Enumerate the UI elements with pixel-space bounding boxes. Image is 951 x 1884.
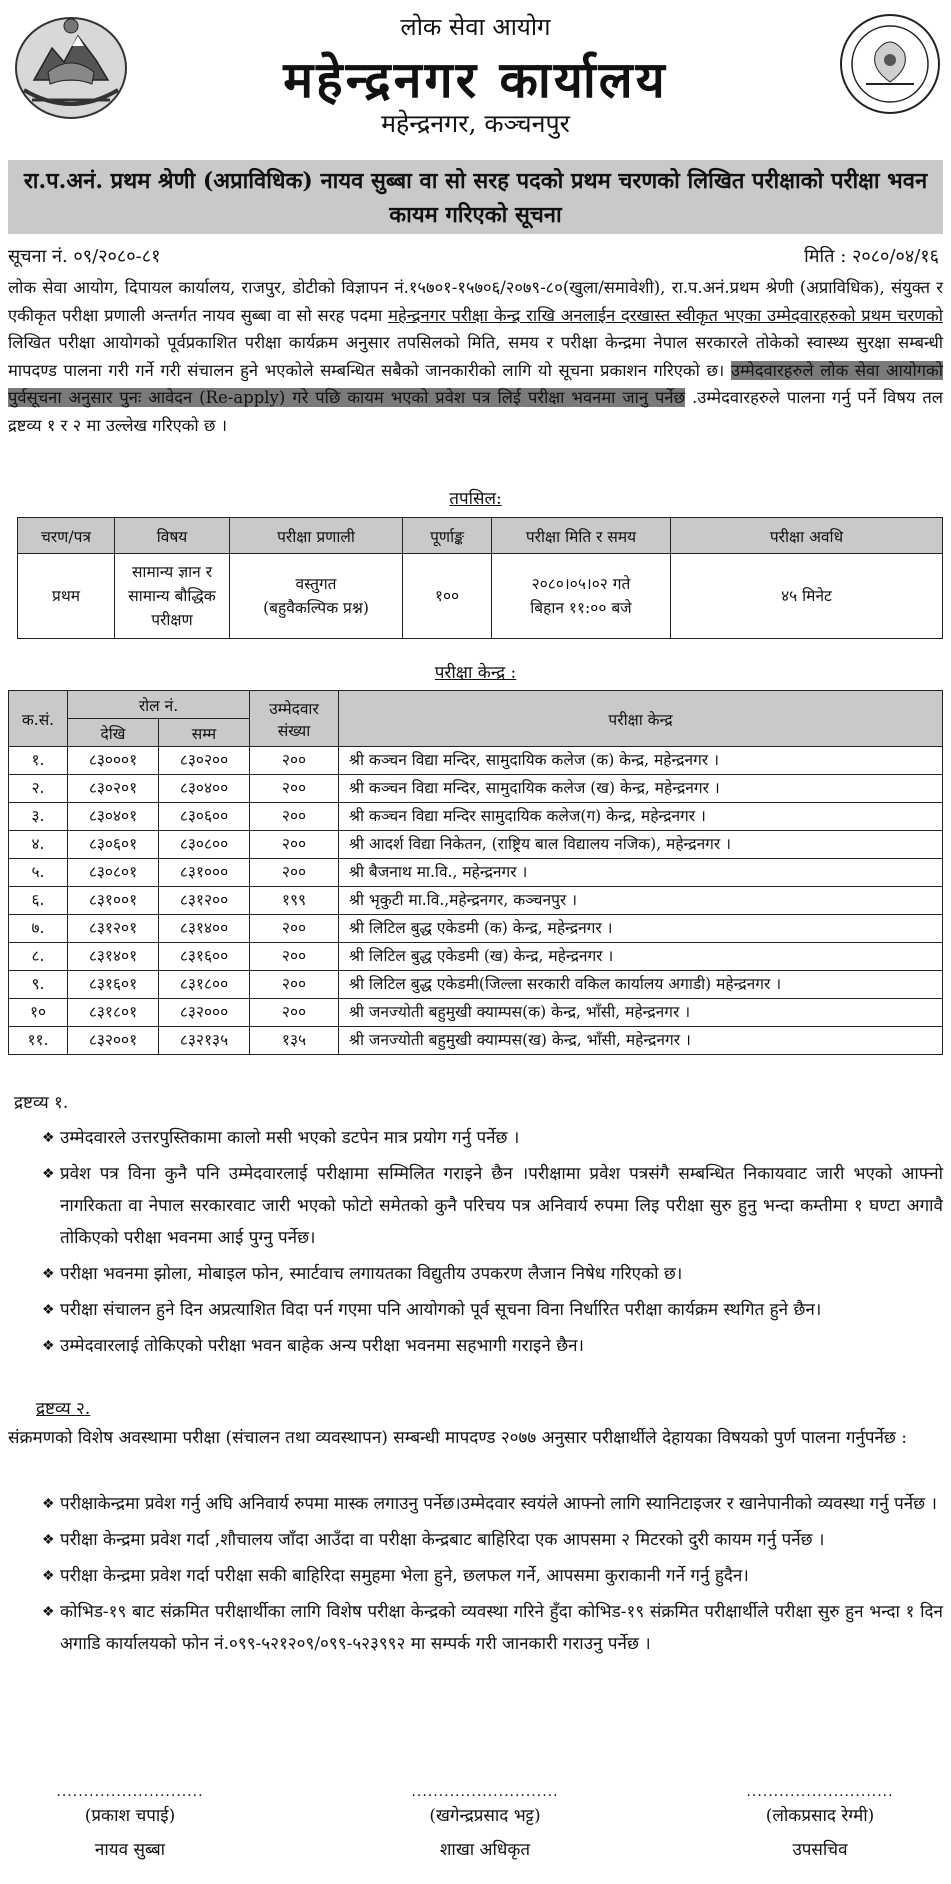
col-subject: विषय <box>115 518 230 554</box>
org-name: लोक सेवा आयोग <box>400 13 551 41</box>
cell-count: २०० <box>250 971 339 999</box>
cell-roll-from: ८३०४०१ <box>68 803 159 831</box>
cell-center-name: श्री जनज्योती बहुमुखी क्याम्पस(क) केन्द्र, भाँसी, महेन्द्रनगर । <box>339 999 943 1027</box>
cell-roll-to: ८३२१३५ <box>159 1027 250 1055</box>
col-duration: परीक्षा अवधि <box>671 518 943 554</box>
center-row <box>9 775 943 803</box>
note-item <box>8 1258 943 1290</box>
signature-post: उपसचिव <box>792 1840 848 1860</box>
cell-center-name: श्री कञ्चन विद्या मन्दिर सामुदायिक कलेज(ग) केन्द्र, महेन्द्रनगर । <box>339 803 943 831</box>
col-roll-from: देखि <box>68 719 159 747</box>
col-full-marks: पूर्णाङ्क <box>403 518 492 554</box>
cell-full-marks: १०० <box>403 554 492 639</box>
schedule-table <box>17 517 943 639</box>
cell-roll-to: ८३०६०० <box>159 803 250 831</box>
cell-roll-to: ८३१४०० <box>159 915 250 943</box>
cell-sn: १. <box>9 747 68 775</box>
note1-section <box>8 1122 943 1366</box>
notice-number: सूचना नं. ०९/२०८०-८१ <box>8 246 161 267</box>
schedule-heading: तपसिल: <box>449 489 502 509</box>
cell-roll-from: ८३१२०१ <box>68 915 159 943</box>
note-item <box>8 1294 943 1326</box>
cell-center-name: श्री लिटिल बुद्ध एकेडमी (ख) केन्द्र, महेन्द्रनगर । <box>339 943 943 971</box>
col-system: परीक्षा प्रणाली <box>230 518 403 554</box>
note2-label: द्रष्टव्य २. <box>36 1399 91 1419</box>
center-row <box>9 887 943 915</box>
signature-1 <box>30 1785 230 1867</box>
cell-center-name: श्री आदर्श विद्या निकेतन, (राष्ट्रिय बाल विद्यालय नजिक), महेन्द्रनगर । <box>339 831 943 859</box>
cell-duration: ४५ मिनेट <box>671 554 943 639</box>
diamond-bullet-icon: ❖ <box>42 1532 55 1548</box>
center-row <box>9 859 943 887</box>
signature-line: ........................... <box>411 1784 559 1800</box>
cell-sn: १० <box>9 999 68 1027</box>
notice-title <box>8 160 943 234</box>
cell-roll-to: ८३२००० <box>159 999 250 1027</box>
intro-text-2: लिखित परीक्षा आयोगको पूर्वप्रकाशित परीक्षा कार्यक्रम अनुसार तपसिलको मिति, समय र परीक्षा केन्द्रमा नेपाल सरकारले तोकेको स्वास्थ्य सुरक्षा सम्बन्धी मापदण्ड पालना गरी गर्ने गरी संचालन हुने भएकोले सम्बन्धित सबैको जानकारीको लागि यो सूचना प्रकाशन गरिएको छ। <box>8 333 943 380</box>
cell-center-name: श्री कञ्चन विद्या मन्दिर, सामुदायिक कलेज (ख) केन्द्र, महेन्द्रनगर । <box>339 775 943 803</box>
center-row <box>9 831 943 859</box>
notice-title-line2: कायम गरिएको सूचना <box>389 202 562 228</box>
cell-count: २०० <box>250 831 339 859</box>
note-item-text: परीक्षा भवनमा झोला, मोबाइल फोन, स्मार्टवाच लगायतका विद्युतीय उपकरण लैजान निषेध गरिएको छ। <box>60 1264 683 1284</box>
cell-sn: ११. <box>9 1027 68 1055</box>
col-count: उम्मेदवार संख्या <box>250 691 339 747</box>
signature-2 <box>380 1785 590 1867</box>
cell-sn: ४. <box>9 831 68 859</box>
cell-roll-from: ८३०००१ <box>68 747 159 775</box>
diamond-bullet-icon: ❖ <box>42 1302 55 1318</box>
cell-count: २०० <box>250 915 339 943</box>
signature-name: (लोकप्रसाद रेग्मी) <box>765 1806 875 1826</box>
signature-post: नायव सुब्बा <box>94 1840 166 1860</box>
signature-line: ........................... <box>56 1784 204 1800</box>
centers-heading: परीक्षा केन्द्र : <box>434 663 517 683</box>
cell-roll-to: ८३०२०० <box>159 747 250 775</box>
col-datetime: परीक्षा मिति र समय <box>492 518 671 554</box>
note-item-text: उम्मेदवारलाई तोकिएको परीक्षा भवन बाहेक अन्य परीक्षा भवनमा सहभागी गराइने छैन। <box>60 1336 584 1356</box>
signature-post: शाखा अधिकृत <box>439 1840 531 1860</box>
col-roll: रोल नं. <box>68 691 250 719</box>
cell-count: १९९ <box>250 887 339 915</box>
cell-roll-from: ८३०६०१ <box>68 831 159 859</box>
cell-count: २०० <box>250 859 339 887</box>
cell-sn: ८. <box>9 943 68 971</box>
cell-roll-from: ८३१८०१ <box>68 999 159 1027</box>
cell-center-name: श्री जनज्योती बहुमुखी क्याम्पस(ख) केन्द्र, भाँसी, महेन्द्रनगर । <box>339 1027 943 1055</box>
center-row <box>9 943 943 971</box>
signature-name: (प्रकाश चपाई) <box>84 1806 176 1826</box>
intro-text-1: लोक सेवा आयोग, दिपायल कार्यालय, राजपुर, डोटीको विज्ञापन नं.१५७०१-१५७०६/२०७९-८०(खुला/समावेशी), रा.प.अनं.प्रथम श्रेणी (अप्राविधिक), संयुक्त र एकीकृत परीक्षा प्रणाली अन्तर्गत नायव सुब्बा वा सो सरह पदमा <box>8 278 943 325</box>
cell-roll-to: ८३०८०० <box>159 831 250 859</box>
note1-label: द्रष्टव्य १. <box>14 1093 69 1113</box>
cell-center-name: श्री कञ्चन विद्या मन्दिर, सामुदायिक कलेज (क) केन्द्र, महेन्द्रनगर । <box>339 747 943 775</box>
signature-line: ........................... <box>746 1784 894 1800</box>
center-row <box>9 999 943 1027</box>
intro-paragraph <box>8 274 943 439</box>
cell-count: २०० <box>250 747 339 775</box>
note-item-text: परीक्षा केन्द्रमा प्रवेश गर्दा ,शौचालय जाँदा आउँदा वा परीक्षा केन्द्रबाट बाहिरिदा एक आपसमा २ मिटरको दुरी कायम गर्नु पर्नेछ । <box>60 1530 825 1550</box>
centers-table <box>8 690 943 1055</box>
cell-roll-from: ८३०८०१ <box>68 859 159 887</box>
diamond-bullet-icon: ❖ <box>42 1496 55 1512</box>
diamond-bullet-icon: ❖ <box>42 1338 55 1354</box>
col-phase: चरण/पत्र <box>18 518 115 554</box>
cell-roll-from: ८३०२०१ <box>68 775 159 803</box>
cell-roll-from: ८३२००१ <box>68 1027 159 1055</box>
cell-phase: प्रथम <box>18 554 115 639</box>
cell-roll-to: ८३१८०० <box>159 971 250 999</box>
diamond-bullet-icon: ❖ <box>42 1266 55 1282</box>
note-item <box>8 1330 943 1362</box>
cell-count: २०० <box>250 943 339 971</box>
notice-date: मिति : २०८०/०४/१६ <box>804 246 939 267</box>
office-name: महेन्द्रनगर कार्यालय <box>283 50 668 109</box>
cell-center-name: श्री लिटिल बुद्ध एकेडमी (क) केन्द्र, महेन्द्रनगर । <box>339 915 943 943</box>
cell-sn: २. <box>9 775 68 803</box>
col-roll-to: सम्म <box>159 719 250 747</box>
note-item <box>8 1158 943 1254</box>
psc-seal-logo <box>836 12 944 116</box>
note-item <box>8 1488 943 1520</box>
center-row <box>9 915 943 943</box>
cell-sn: ३. <box>9 803 68 831</box>
intro-highlight: उम्मेदवारहरुले लोक सेवा आयोगको पुर्वसूचना अनुसार पुनः आवेदन (Re-apply) गरे पछि कायम भएको प्रवेश पत्र लिई परीक्षा भवनमा जानु पर्नेछ <box>8 360 943 407</box>
cell-subject: सामान्य ज्ञान र सामान्य बौद्धिक परीक्षण <box>115 554 230 639</box>
note2-list <box>8 1488 943 1660</box>
cell-sn: ९. <box>9 971 68 999</box>
cell-count: २०० <box>250 775 339 803</box>
cell-count: २०० <box>250 999 339 1027</box>
note-item-text: प्रवेश पत्र विना कुनै पनि उम्मेदवारलाई परीक्षामा सम्मिलित गराइने छैन ।परीक्षामा प्रवेश पत्रसंगै सम्बन्धित निकायवाट जारी भएको आफ्नो नागरिकता वा नेपाल सरकारवाट जारी भएको फोटो समेतको कुनै परिचय पत्र अनिवार्य रुपमा लिइ परीक्षा सुरु हुनु भन्दा कम्तीमा १ घण्टा अगावै तोकिएको परीक्षा भवनमा आई पुग्नु पर्नेछ। <box>60 1164 943 1248</box>
note-item <box>8 1560 943 1592</box>
cell-system-line2: (बहुवैकल्पिक प्रश्न) <box>263 599 369 617</box>
cell-datetime <box>492 554 671 639</box>
cell-roll-to: ८३१००० <box>159 859 250 887</box>
note-item-text: परीक्षा केन्द्रमा प्रवेश गर्दा परीक्षा सकी बाहिरिदा समुहमा भेला हुने, छलफल गर्ने, आपसमा कुराकानी गर्ने गर्नु हुदैन। <box>60 1566 749 1586</box>
cell-system-line1: वस्तुगत <box>295 575 337 593</box>
note-item <box>8 1122 943 1154</box>
cell-system <box>230 554 403 639</box>
diamond-bullet-icon: ❖ <box>42 1166 55 1182</box>
notice-title-line1: रा.प.अनं. प्रथम श्रेणी (अप्राविधिक) नायव सुब्बा वा सो सरह पदको प्रथम चरणको लिखित परीक्षाको परीक्षा भवन <box>23 168 928 194</box>
cell-roll-to: ८३०४०० <box>159 775 250 803</box>
schedule-row <box>18 554 943 639</box>
cell-sn: ६. <box>9 887 68 915</box>
note2-intro: संक्रमणको विशेष अवस्थामा परीक्षा (संचालन तथा व्यवस्थापन) सम्बन्धी मापदण्ड २०७७ अनुसार परीक्षार्थीले देहायका विषयको पुर्ण पालना गर्नुपर्नेछ : <box>8 1428 907 1448</box>
cell-roll-from: ८३१६०१ <box>68 971 159 999</box>
diamond-bullet-icon: ❖ <box>42 1130 55 1146</box>
cell-datetime-line2: बिहान ११:०० बजे <box>530 599 632 617</box>
note1-list <box>8 1122 943 1362</box>
cell-center-name: श्री भृकुटी मा.वि.,महेन्द्रनगर, कञ्चनपुर । <box>339 887 943 915</box>
cell-count: २०० <box>250 803 339 831</box>
diamond-bullet-icon: ❖ <box>42 1568 55 1584</box>
note-item-text: कोभिड-१९ बाट संक्रमित परीक्षार्थीका लागि विशेष परीक्षा केन्द्रको व्यवस्था गरिने हुँदा कोभिड-१९ संक्रमित परीक्षार्थीले परीक्षा सुरु हुन भन्दा १ दिन अगाडि कार्यालयको फोन नं.०९९-५२१२०९/०९९-५२३९९२ मा सम्पर्क गरी जानकारी गराउनु पर्नेछ । <box>60 1602 943 1654</box>
center-row <box>9 803 943 831</box>
col-sn: क.सं. <box>9 691 68 747</box>
center-row <box>9 1027 943 1055</box>
cell-datetime-line1: २०८०।०५।०२ गते <box>531 575 631 593</box>
office-city: महेन्द्रनगर, कञ्चनपुर <box>381 109 570 138</box>
cell-roll-to: ८३१६०० <box>159 943 250 971</box>
cell-sn: ५. <box>9 859 68 887</box>
diamond-bullet-icon: ❖ <box>42 1604 55 1620</box>
signature-name: (खगेन्द्रप्रसाद भट्ट) <box>429 1806 541 1826</box>
center-row <box>9 747 943 775</box>
note-item-text: उम्मेदवारले उत्तरपुस्तिकामा कालो मसी भएको डटपेन मात्र प्रयोग गर्नु पर्नेछ । <box>60 1128 520 1148</box>
intro-text-3: .उम्मेदवारहरुले पालना गर्नु पर्ने विषय तल द्रष्टव्य १ र २ मा उल्लेख गरिएको छ । <box>8 388 943 435</box>
cell-sn: ७. <box>9 915 68 943</box>
cell-center-name: श्री लिटिल बुद्ध एकेडमी(जिल्ला सरकारी वकिल कार्यालय अगाडी) महेन्द्रनगर । <box>339 971 943 999</box>
signature-3 <box>720 1785 920 1867</box>
cell-roll-to: ८३१२०० <box>159 887 250 915</box>
note2-section <box>8 1488 943 1664</box>
cell-center-name: श्री बैजनाथ मा.वि., महेन्द्रनगर । <box>339 859 943 887</box>
note-item-text: परीक्षाकेन्द्रमा प्रवेश गर्नु अघि अनिवार्य रुपमा मास्क लगाउनु पर्नेछ।उम्मेदवार स्वयंले आफ्नो लागि स्यानिटाइजर र खानेपानीको व्यवस्था गर्नु पर्नेछ । <box>60 1494 937 1514</box>
cell-roll-from: ८३१४०१ <box>68 943 159 971</box>
note-item-text: परीक्षा संचालन हुने दिन अप्रत्याशित विदा पर्न गएमा पनि आयोगको पूर्व सूचना विना निर्धारित परीक्षा कार्यक्रम स्थगित हुने छैन। <box>60 1300 822 1320</box>
cell-count: १३५ <box>250 1027 339 1055</box>
col-center: परीक्षा केन्द्र <box>339 691 943 747</box>
center-row <box>9 971 943 999</box>
note-item <box>8 1524 943 1556</box>
cell-roll-from: ८३१००१ <box>68 887 159 915</box>
intro-underlined: महेन्द्रनगर परीक्षा केन्द्र राखि अनलाईन दरखास्त स्वीकृत भएका उम्मेदवारहरुको प्रथम चरणको <box>388 305 943 325</box>
note-item <box>8 1596 943 1660</box>
